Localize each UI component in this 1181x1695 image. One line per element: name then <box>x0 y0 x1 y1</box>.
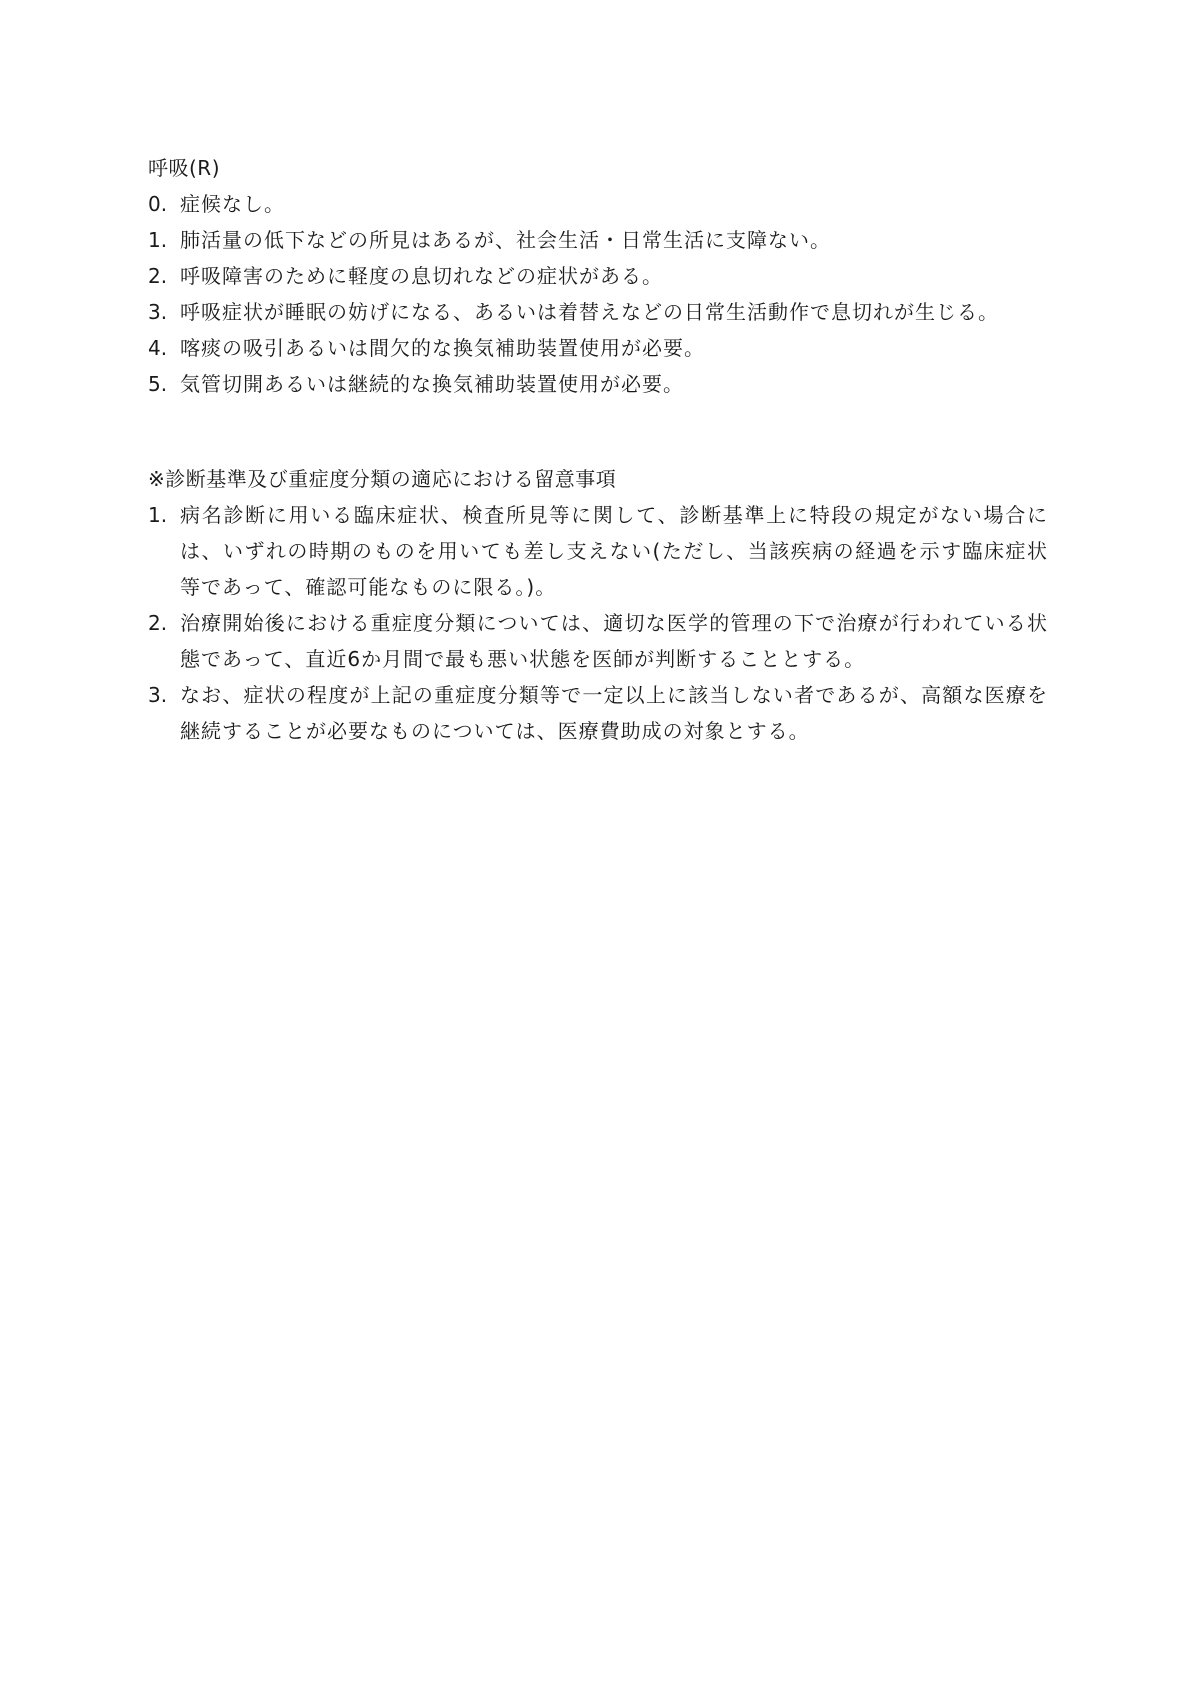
item-text: 気管切開あるいは継続的な換気補助装置使用が必要。 <box>180 372 684 396</box>
notes-item-2 <box>148 605 1048 677</box>
item-text: 病名診断に用いる臨床症状、検査所見等に関して、診断基準上に特段の規定がない場合には、いずれの時期のものを用いても差し支えない(ただし、当該疾病の経過を示す臨床症状等であって、確認可能なものに限る。)。 <box>180 503 1048 599</box>
respiration-item-2 <box>148 258 1048 294</box>
notes-heading: ※診断基準及び重症度分類の適応における留意事項 <box>148 467 617 491</box>
notes-item-1 <box>148 497 1048 605</box>
notes-section <box>148 461 1048 749</box>
respiration-item-0 <box>148 186 1048 222</box>
item-number: 1. <box>148 503 168 527</box>
item-number: 2. <box>148 264 168 288</box>
respiration-item-5 <box>148 366 1048 402</box>
item-number: 5. <box>148 372 168 396</box>
item-number: 3. <box>148 300 168 324</box>
item-text: 呼吸障害のために軽度の息切れなどの症状がある。 <box>180 264 663 288</box>
notes-item-3 <box>148 677 1048 749</box>
item-number: 0. <box>148 192 168 216</box>
respiration-item-1 <box>148 222 1048 258</box>
item-text: なお、症状の程度が上記の重症度分類等で一定以上に該当しない者であるが、高額な医療を継続することが必要なものについては、医療費助成の対象とする。 <box>180 683 1048 743</box>
item-text: 治療開始後における重症度分類については、適切な医学的管理の下で治療が行われている状態であって、直近6か月間で最も悪い状態を医師が判断することとする。 <box>180 611 1048 671</box>
respiration-item-4 <box>148 330 1048 366</box>
item-text: 肺活量の低下などの所見はあるが、社会生活・日常生活に支障ない。 <box>180 228 831 252</box>
item-text: 症候なし。 <box>180 192 285 216</box>
item-text: 喀痰の吸引あるいは間欠的な換気補助装置使用が必要。 <box>180 336 705 360</box>
item-number: 4. <box>148 336 168 360</box>
respiration-section <box>148 150 1048 402</box>
respiration-heading: 呼吸(R) <box>148 156 221 180</box>
item-number: 1. <box>148 228 168 252</box>
item-number: 2. <box>148 611 168 635</box>
respiration-item-3 <box>148 294 1048 330</box>
item-text: 呼吸症状が睡眠の妨げになる、あるいは着替えなどの日常生活動作で息切れが生じる。 <box>180 300 999 324</box>
item-number: 3. <box>148 683 168 707</box>
